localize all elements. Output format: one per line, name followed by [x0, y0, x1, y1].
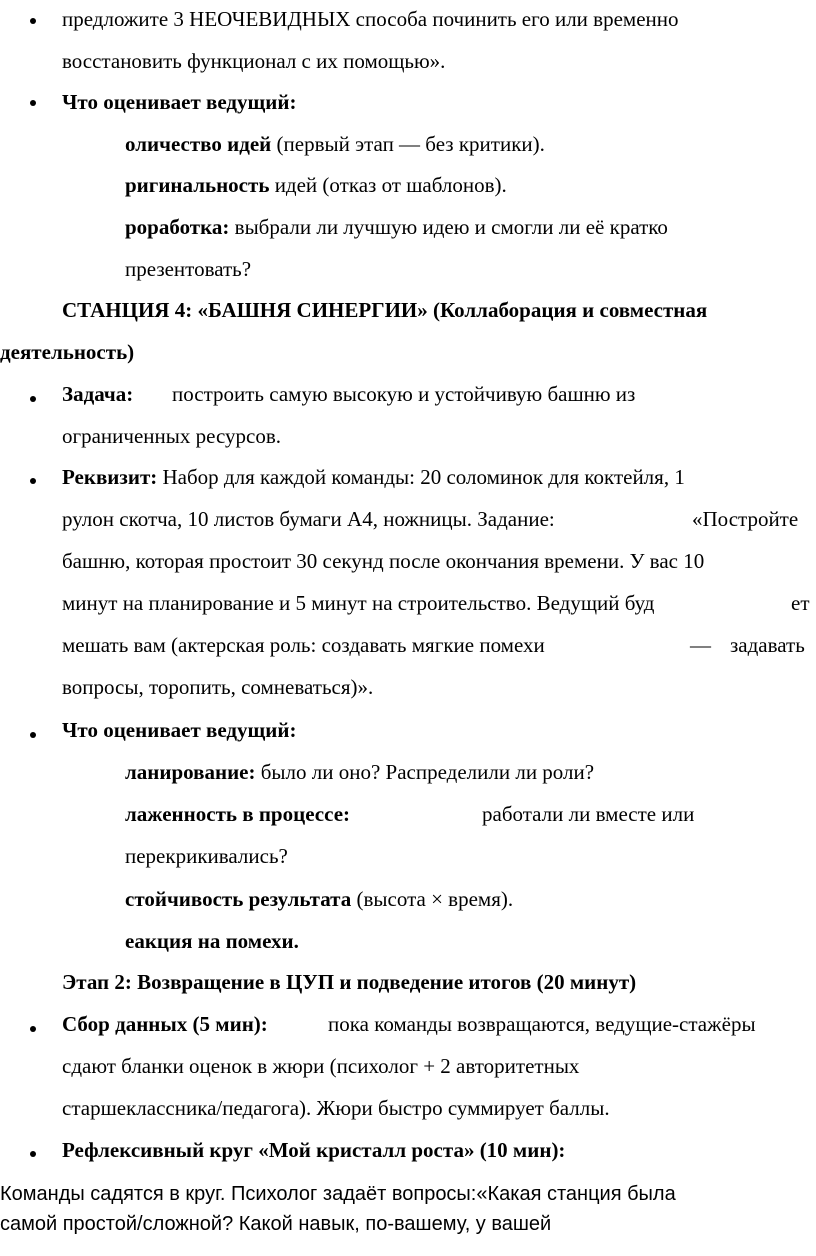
text-line: рулон скотча, 10 листов бумаги А4, ножницы. Задание:	[62, 507, 555, 531]
text-line: задавать	[730, 633, 805, 657]
bullet	[30, 478, 36, 484]
props-label: Реквизит:	[62, 465, 158, 489]
criteria-term: лаженность в процессе:	[125, 802, 351, 826]
props-line	[62, 467, 685, 488]
reflection-heading: Рефлексивный круг «Мой кристалл роста» (10 мин):	[62, 1138, 566, 1162]
criteria-line	[125, 762, 594, 783]
station-heading: СТАНЦИЯ 4: «БАШНЯ СИНЕРГИИ» (Коллаборация и совместная	[62, 298, 708, 322]
text-line: презентовать?	[125, 257, 252, 281]
text-line: ет	[791, 591, 810, 615]
criteria-term: роработка:	[125, 215, 230, 239]
text-line: —	[690, 633, 711, 657]
criteria-term: ригинальность	[125, 173, 270, 197]
stage-heading: Этап 2: Возвращение в ЦУП и подведение итогов (20 минут)	[62, 970, 637, 994]
bullet	[30, 18, 36, 24]
bullet	[30, 100, 36, 106]
criteria-line	[125, 134, 545, 155]
text-line: предложите 3 НЕОЧЕВИДНЫХ способа починить его или временно	[62, 7, 679, 31]
text-line: мешать вам (актерская роль: создавать мягкие помехи	[62, 633, 545, 657]
props-text: Набор для каждой команды: 20 соломинок для коктейля, 1	[157, 465, 685, 489]
criteria-text: (высота × время).	[351, 887, 514, 911]
text-line: минут на планирование и 5 минут на строительство. Ведущий буд	[62, 591, 655, 615]
criteria-line	[125, 217, 668, 238]
text-line: «Постройте	[692, 507, 799, 531]
task-label: Задача:	[62, 382, 134, 406]
bullet	[30, 1026, 36, 1032]
task-line	[62, 384, 133, 405]
criteria-term: оличество идей	[125, 132, 272, 156]
text-line: сдают бланки оценок в жюри (психолог + 2 авторитетных	[62, 1054, 580, 1078]
criteria-term: еакция на помехи.	[125, 929, 299, 953]
text-line: самой простой/сложной? Какой навык, по-вашему, у вашей	[0, 1213, 552, 1235]
criteria-text: работали ли вместе или	[482, 802, 695, 826]
text-line: вопросы, торопить, сомневаться)».	[62, 675, 374, 699]
text-line: ограниченных ресурсов.	[62, 424, 282, 448]
station-heading: деятельность)	[0, 340, 135, 364]
bullet	[30, 732, 36, 738]
text-line: пока команды возвращаются, ведущие-стажёры	[328, 1012, 756, 1036]
criteria-text: (первый этап — без критики).	[271, 132, 545, 156]
data-collection-label: Сбор данных (5 мин):	[62, 1012, 268, 1036]
text-line: башню, которая простоит 30 секунд после окончания времени. У вас 10	[62, 549, 705, 573]
criteria-line	[125, 889, 513, 910]
criteria-term: стойчивость результата	[125, 887, 352, 911]
text-line: Команды садятся в круг. Психолог задаёт вопросы:«Какая станция была	[0, 1183, 676, 1205]
task-text: построить самую высокую и устойчивую башню из	[172, 382, 636, 406]
text-line: старшеклассника/педагога). Жюри быстро суммирует баллы.	[62, 1096, 610, 1120]
criteria-text: выбрали ли лучшую идею и смогли ли её кратко	[229, 215, 668, 239]
text-line: восстановить функционал с их помощью».	[62, 49, 446, 73]
section-heading: Что оценивает ведущий:	[62, 90, 297, 114]
section-heading: Что оценивает ведущий:	[62, 718, 297, 742]
criteria-text: идей (отказ от шаблонов).	[269, 173, 507, 197]
criteria-term: ланирование:	[125, 760, 256, 784]
criteria-text: было ли оно? Распределили ли роли?	[255, 760, 595, 784]
text-line: перекрикивались?	[125, 844, 288, 868]
criteria-line	[125, 175, 507, 196]
bullet	[30, 1151, 36, 1157]
bullet	[30, 396, 36, 402]
